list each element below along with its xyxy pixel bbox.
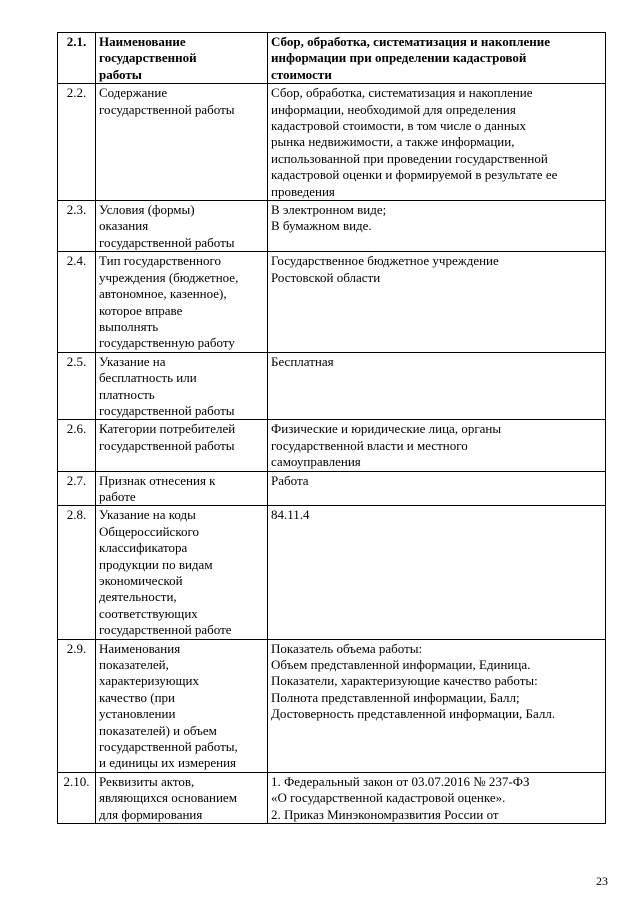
value-line: «О государственной кадастровой оценке». [271,790,506,806]
value-line: В электронном виде; [271,202,387,218]
value-line: информации, необходимой для определения [271,101,516,117]
value-line: кадастровой оценки и формируемой в результате ее [271,167,558,183]
label-line: государственной работы [99,101,235,117]
value-line: рынка недвижимости, а также информации, [271,134,515,150]
value-line: 1. Федеральный закон от 03.07.2016 № 237-ФЗ [271,773,530,789]
label-line: учреждения (бюджетное, [99,269,239,285]
value-line: 2. Приказ Минэкономразвития России от [271,806,499,822]
label-line: государственной [99,50,197,66]
row-value [268,420,606,471]
table-row [58,252,606,352]
value-line: стоимости [271,66,332,82]
label-line: классификатора [99,540,188,556]
label-line: государственной работы [99,234,235,250]
label-line: Признак отнесения к [99,472,216,488]
label-line: бесплатность или [99,370,197,386]
label-line: являющихся основанием [99,790,237,806]
row-number: 2.1. [58,33,96,84]
row-value [268,506,606,639]
row-number: 2.2. [58,84,96,201]
row-number: 2.8. [58,506,96,639]
row-value [268,201,606,252]
row-value [268,471,606,506]
label-line: Наименование [99,34,186,49]
label-line: платность [99,386,155,402]
row-value [268,84,606,201]
value-line: Полнота представленной информации, Балл; [271,689,520,705]
work-description-table [57,32,606,824]
label-line: Указание на коды [99,507,196,523]
table-row [58,84,606,201]
row-number: 2.5. [58,352,96,420]
table-row [58,639,606,772]
row-label [96,506,268,639]
label-line: для формирования [99,806,203,822]
row-label [96,471,268,506]
value-line: Ростовской области [271,269,381,285]
label-line: государственной работы [99,402,235,418]
label-line: государственной работы, [99,739,238,755]
label-line: работы [99,66,142,82]
table-row [58,772,606,823]
label-line: Тип государственного [99,253,221,269]
row-label [96,252,268,352]
label-line: соответствующих [99,605,198,621]
row-value [268,352,606,420]
value-line: Показатель объема работы: [271,640,423,656]
label-line: государственной работе [99,622,232,638]
value-line: В бумажном виде. [271,218,372,234]
value-line: Достоверность представленной информации, Балл. [271,706,556,722]
row-label [96,352,268,420]
row-number: 2.10. [58,772,96,823]
label-line: экономической [99,573,183,588]
label-line: Общероссийского [99,523,199,539]
label-line: Реквизиты актов, [99,773,195,789]
value-line: информации при определении кадастровой [271,50,527,66]
row-label [96,201,268,252]
value-line: государственной власти и местного [271,437,468,453]
row-label [96,33,268,84]
value-line: использованной при проведении государственной [271,150,548,166]
table-row [58,33,606,84]
table-row [58,201,606,252]
label-line: установлении [99,706,176,722]
row-value [268,772,606,823]
label-line: характеризующих [99,673,199,689]
label-line: государственную работу [99,335,235,351]
table-row [58,506,606,639]
page-number: 23 [596,874,608,888]
label-line: Условия (формы) [99,202,195,218]
label-line: качество (при [99,689,175,705]
row-number: 2.9. [58,639,96,772]
label-line: Категории потребителей [99,421,236,437]
row-label [96,420,268,471]
value-line: Бесплатная [271,353,334,369]
value-line: проведения [271,183,335,199]
value-line: Сбор, обработка, систематизация и накопление [271,85,533,101]
label-line: показателей) и объем [99,722,217,738]
label-line: продукции по видам [99,556,213,572]
table-row [58,471,606,506]
row-number: 2.3. [58,201,96,252]
value-line: Сбор, обработка, систематизация и накопление [271,34,551,49]
label-line: показателей, [99,657,169,673]
label-line: Содержание [99,85,168,101]
label-line: оказания [99,218,149,234]
label-line: Указание на [99,353,166,369]
value-line: Государственное бюджетное учреждение [271,253,499,269]
row-number: 2.7. [58,471,96,506]
label-line: Наименования [99,640,181,656]
label-line: которое вправе [99,302,183,318]
row-number: 2.6. [58,420,96,471]
row-label [96,772,268,823]
row-value [268,33,606,84]
row-label [96,84,268,201]
label-line: выполнять [99,318,159,334]
table-row [58,420,606,471]
label-line: автономное, казенное), [99,286,227,302]
row-label [96,639,268,772]
table-body [58,33,606,824]
value-line: Физические и юридические лица, органы [271,421,502,437]
label-line: работе [99,488,136,504]
row-value [268,639,606,772]
row-value [268,252,606,352]
value-line: Объем представленной информации, Единица. [271,657,531,673]
label-line: государственной работы [99,437,235,453]
label-line: и единицы их измерения [99,755,237,771]
value-line: Показатели, характеризующие качество работы: [271,673,538,689]
value-line: 84.11.4 [271,507,310,523]
label-line: деятельности, [99,589,177,605]
table-row [58,352,606,420]
row-number: 2.4. [58,252,96,352]
value-line: кадастровой стоимости, в том числе о данных [271,118,527,134]
value-line: самоуправления [271,454,361,470]
value-line: Работа [271,472,309,488]
